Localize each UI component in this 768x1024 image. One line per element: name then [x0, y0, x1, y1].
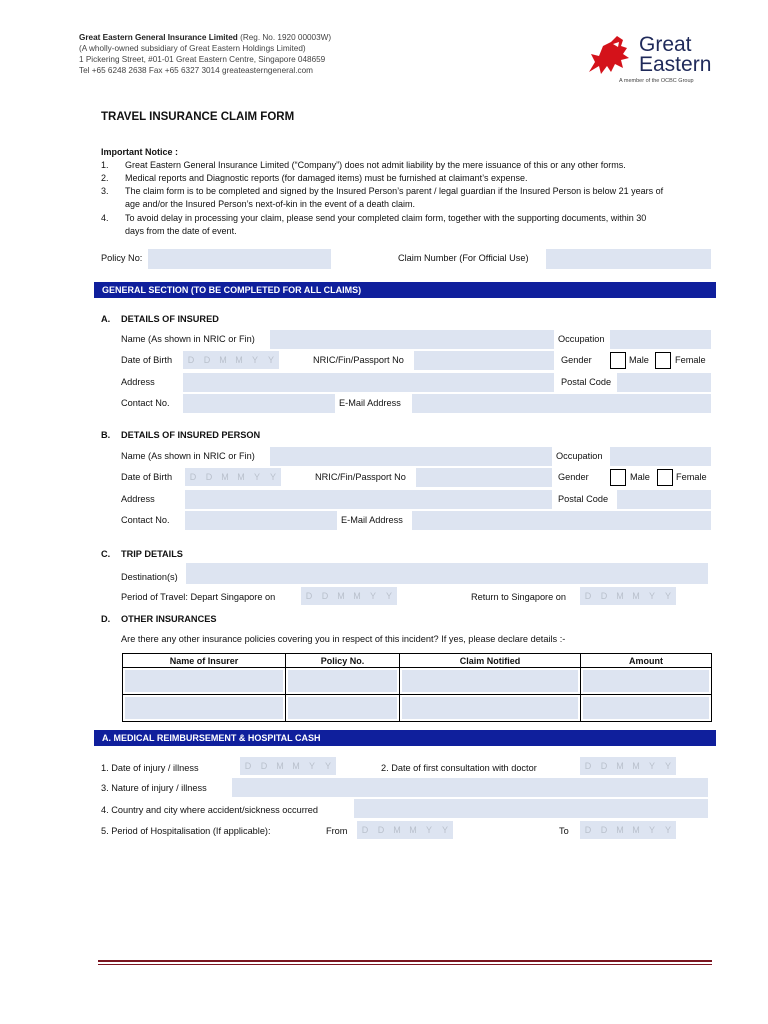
- date-placeholder: Y: [664, 825, 671, 835]
- injury-date-label: 1. Date of injury / illness: [101, 763, 199, 773]
- column-header: Name of Insurer: [123, 654, 286, 668]
- date-placeholder: D: [584, 761, 592, 771]
- insured-nric-label: NRIC/Fin/Passport No: [313, 355, 404, 365]
- section-a-title: DETAILS OF INSURED: [121, 314, 219, 324]
- date-placeholder: D: [260, 761, 268, 771]
- date-placeholder: M: [632, 761, 640, 771]
- date-placeholder: Y: [664, 591, 671, 601]
- injury-nature-label: 3. Nature of injury / illness: [101, 783, 207, 793]
- date-placeholder: Y: [253, 472, 260, 482]
- insured-female-label: Female: [675, 355, 706, 365]
- insured-email-label: E-Mail Address: [339, 398, 401, 408]
- date-placeholder: D: [205, 472, 213, 482]
- date-placeholder: M: [632, 825, 640, 835]
- person-contact-field[interactable]: [185, 511, 337, 530]
- consultation-date-field[interactable]: [580, 757, 676, 775]
- company-logo: [583, 30, 713, 88]
- date-placeholder: Y: [664, 761, 671, 771]
- date-placeholder: Y: [308, 761, 315, 771]
- table-cell[interactable]: [581, 695, 712, 722]
- insured-occupation-field[interactable]: [610, 330, 711, 349]
- table-cell[interactable]: [123, 668, 286, 695]
- company-name-line: [79, 33, 331, 43]
- date-placeholder: D: [187, 355, 195, 365]
- date-placeholder: M: [616, 761, 624, 771]
- insured-address-field[interactable]: [183, 373, 554, 392]
- insured-name-label: Name (As shown in NRIC or Fin): [121, 334, 255, 344]
- table-cell[interactable]: [123, 695, 286, 722]
- date-placeholder: Y: [385, 591, 392, 601]
- date-placeholder: D: [600, 825, 608, 835]
- notice-num-4: 4.: [101, 213, 109, 223]
- lion-icon: [583, 32, 639, 80]
- date-placeholder: D: [584, 825, 592, 835]
- company-address: 1 Pickering Street, #01-01 Great Eastern Centre, Singapore 048659: [79, 55, 326, 64]
- company-name: Great Eastern General Insurance Limited: [79, 33, 238, 42]
- date-placeholder: M: [632, 591, 640, 601]
- other-insurance-question: Are there any other insurance policies covering you in respect of this incident? If yes, please declare details :-: [121, 634, 566, 644]
- notice-num-1: 1.: [101, 160, 109, 170]
- section-b-letter: B.: [101, 430, 111, 440]
- insured-dob-label: Date of Birth: [121, 355, 173, 365]
- company-contact: Tel +65 6248 2638 Fax +65 6327 3014 greateasterngeneral.com: [79, 66, 313, 75]
- person-name-label: Name (As shown in NRIC or Fin): [121, 451, 255, 461]
- insured-female-checkbox[interactable]: [655, 352, 671, 369]
- destination-label: Destination(s): [121, 572, 178, 582]
- date-placeholder: Y: [369, 591, 376, 601]
- column-header: Policy No.: [286, 654, 400, 668]
- date-placeholder: Y: [441, 825, 448, 835]
- notice-text-3b: age and/or the Insured Person’s next-of-kin in the event of a death claim.: [125, 199, 416, 209]
- notice-num-2: 2.: [101, 173, 109, 183]
- date-placeholder: D: [377, 825, 385, 835]
- date-placeholder: D: [189, 472, 197, 482]
- date-placeholder: M: [235, 355, 243, 365]
- logo-word-great: Great: [639, 33, 692, 56]
- section-d-title: OTHER INSURANCES: [121, 614, 217, 624]
- date-placeholder: D: [584, 591, 592, 601]
- footer-divider-thin: [98, 964, 712, 965]
- notice-text-1: Great Eastern General Insurance Limited (“Company”) does not admit liability by the mere issuance of this or any other forms.: [125, 160, 626, 170]
- insured-gender-label: Gender: [561, 355, 592, 365]
- person-email-label: E-Mail Address: [341, 515, 403, 525]
- notice-text-3: The claim form is to be completed and signed by the Insured Person’s parent / legal guardian if the Insured Person is below 21 years of: [125, 186, 664, 196]
- date-placeholder: Y: [648, 591, 655, 601]
- hospitalisation-from-field[interactable]: [357, 821, 453, 839]
- medical-section-bar: A. MEDICAL REIMBURSEMENT & HOSPITAL CASH: [94, 730, 716, 746]
- date-placeholder: Y: [648, 825, 655, 835]
- date-placeholder: Y: [648, 761, 655, 771]
- table-header-row: [123, 654, 712, 668]
- claim-number-label: Claim Number (For Official Use): [398, 253, 529, 263]
- date-placeholder: Y: [267, 355, 274, 365]
- person-female-label: Female: [676, 472, 707, 482]
- logo-tagline: A member of the OCBC Group: [619, 78, 694, 84]
- date-placeholder: M: [393, 825, 401, 835]
- date-placeholder: Y: [425, 825, 432, 835]
- hospitalisation-to-label: To: [559, 826, 569, 836]
- person-male-label: Male: [630, 472, 650, 482]
- section-d-letter: D.: [101, 614, 111, 624]
- insured-postal-label: Postal Code: [561, 377, 612, 387]
- date-placeholder: M: [616, 825, 624, 835]
- person-dob-field[interactable]: [185, 468, 281, 486]
- person-occupation-field[interactable]: [610, 447, 711, 466]
- section-b-title: DETAILS OF INSURED PERSON: [121, 430, 261, 440]
- table-cell[interactable]: [286, 668, 400, 695]
- person-gender-label: Gender: [558, 472, 589, 482]
- table-cell[interactable]: [286, 695, 400, 722]
- date-placeholder: D: [321, 591, 329, 601]
- person-female-checkbox[interactable]: [657, 469, 673, 486]
- table-row: [123, 695, 712, 722]
- notice-text-4: To avoid delay in processing your claim, please send your completed claim form, together with the supporting documents, within 30: [125, 213, 647, 223]
- person-occupation-label: Occupation: [556, 451, 603, 461]
- column-header: Amount: [581, 654, 712, 668]
- insured-contact-field[interactable]: [183, 394, 335, 413]
- person-address-field[interactable]: [185, 490, 552, 509]
- insured-nric-field[interactable]: [414, 351, 554, 370]
- insured-email-field[interactable]: [412, 394, 711, 413]
- general-section-bar: GENERAL SECTION (TO BE COMPLETED FOR ALL CLAIMS): [94, 282, 716, 298]
- date-placeholder: M: [292, 761, 300, 771]
- insured-occupation-label: Occupation: [558, 334, 605, 344]
- table-cell[interactable]: [400, 668, 581, 695]
- date-placeholder: Y: [324, 761, 331, 771]
- company-subsidiary: (A wholly-owned subsidiary of Great Eastern Holdings Limited): [79, 44, 306, 53]
- return-date-field[interactable]: [580, 587, 676, 605]
- accident-location-field[interactable]: [354, 799, 708, 818]
- notice-text-2: Medical reports and Diagnostic reports (for damaged items) must be furnished at claimant’s expense.: [125, 173, 528, 183]
- other-insurances-table: [122, 653, 712, 722]
- date-placeholder: M: [409, 825, 417, 835]
- insured-address-label: Address: [121, 377, 155, 387]
- return-label: Return to Singapore on: [471, 592, 567, 602]
- injury-nature-field[interactable]: [232, 778, 708, 797]
- hospitalisation-from-label: From: [326, 826, 348, 836]
- depart-date-field[interactable]: [301, 587, 397, 605]
- notice-num-3: 3.: [101, 186, 109, 196]
- insured-male-label: Male: [629, 355, 649, 365]
- table-row: [123, 668, 712, 695]
- date-placeholder: D: [244, 761, 252, 771]
- policy-no-field[interactable]: [148, 249, 331, 269]
- accident-location-label: 4. Country and city where accident/sickness occurred: [101, 805, 319, 815]
- column-header: Claim Notified: [400, 654, 581, 668]
- destination-field[interactable]: [186, 563, 708, 584]
- logo-word-eastern: Eastern: [639, 53, 712, 76]
- person-nric-field[interactable]: [416, 468, 552, 487]
- hospitalisation-label: 5. Period of Hospitalisation (If applicable):: [101, 826, 271, 836]
- person-postal-label: Postal Code: [558, 494, 609, 504]
- date-placeholder: Y: [269, 472, 276, 482]
- date-placeholder: M: [221, 472, 229, 482]
- date-placeholder: M: [276, 761, 284, 771]
- date-placeholder: D: [600, 591, 608, 601]
- date-placeholder: M: [219, 355, 227, 365]
- person-male-checkbox[interactable]: [610, 469, 626, 486]
- notice-heading: Important Notice :: [101, 147, 179, 157]
- table-cell[interactable]: [400, 695, 581, 722]
- section-c-title: TRIP DETAILS: [121, 549, 183, 559]
- hospitalisation-to-field[interactable]: [580, 821, 676, 839]
- person-contact-label: Contact No.: [121, 515, 170, 525]
- insured-contact-label: Contact No.: [121, 398, 170, 408]
- date-placeholder: D: [203, 355, 211, 365]
- date-placeholder: M: [237, 472, 245, 482]
- date-placeholder: M: [616, 591, 624, 601]
- form-title: TRAVEL INSURANCE CLAIM FORM: [101, 111, 295, 123]
- person-address-label: Address: [121, 494, 155, 504]
- person-nric-label: NRIC/Fin/Passport No: [315, 472, 406, 482]
- person-dob-label: Date of Birth: [121, 472, 173, 482]
- depart-label: Period of Travel: Depart Singapore on: [121, 592, 276, 602]
- company-reg: (Reg. No. 1920 00003W): [240, 33, 332, 42]
- section-c-letter: C.: [101, 549, 111, 559]
- date-placeholder: M: [337, 591, 345, 601]
- date-placeholder: D: [361, 825, 369, 835]
- person-postal-field[interactable]: [617, 490, 711, 509]
- consultation-date-label: 2. Date of first consultation with doctor: [381, 763, 537, 773]
- claim-number-field[interactable]: [546, 249, 711, 269]
- table-cell[interactable]: [581, 668, 712, 695]
- date-placeholder: Y: [251, 355, 258, 365]
- section-a-letter: A.: [101, 314, 111, 324]
- person-email-field[interactable]: [412, 511, 711, 530]
- insured-dob-field[interactable]: [183, 351, 279, 369]
- insured-male-checkbox[interactable]: [610, 352, 626, 369]
- person-name-field[interactable]: [270, 447, 552, 466]
- notice-text-4b: days from the date of event.: [125, 226, 237, 236]
- insured-name-field[interactable]: [270, 330, 554, 349]
- injury-date-field[interactable]: [240, 757, 336, 775]
- date-placeholder: D: [305, 591, 313, 601]
- insured-postal-field[interactable]: [617, 373, 711, 392]
- policy-no-label: Policy No:: [101, 253, 143, 263]
- date-placeholder: D: [600, 761, 608, 771]
- footer-divider: [98, 960, 712, 962]
- date-placeholder: M: [353, 591, 361, 601]
